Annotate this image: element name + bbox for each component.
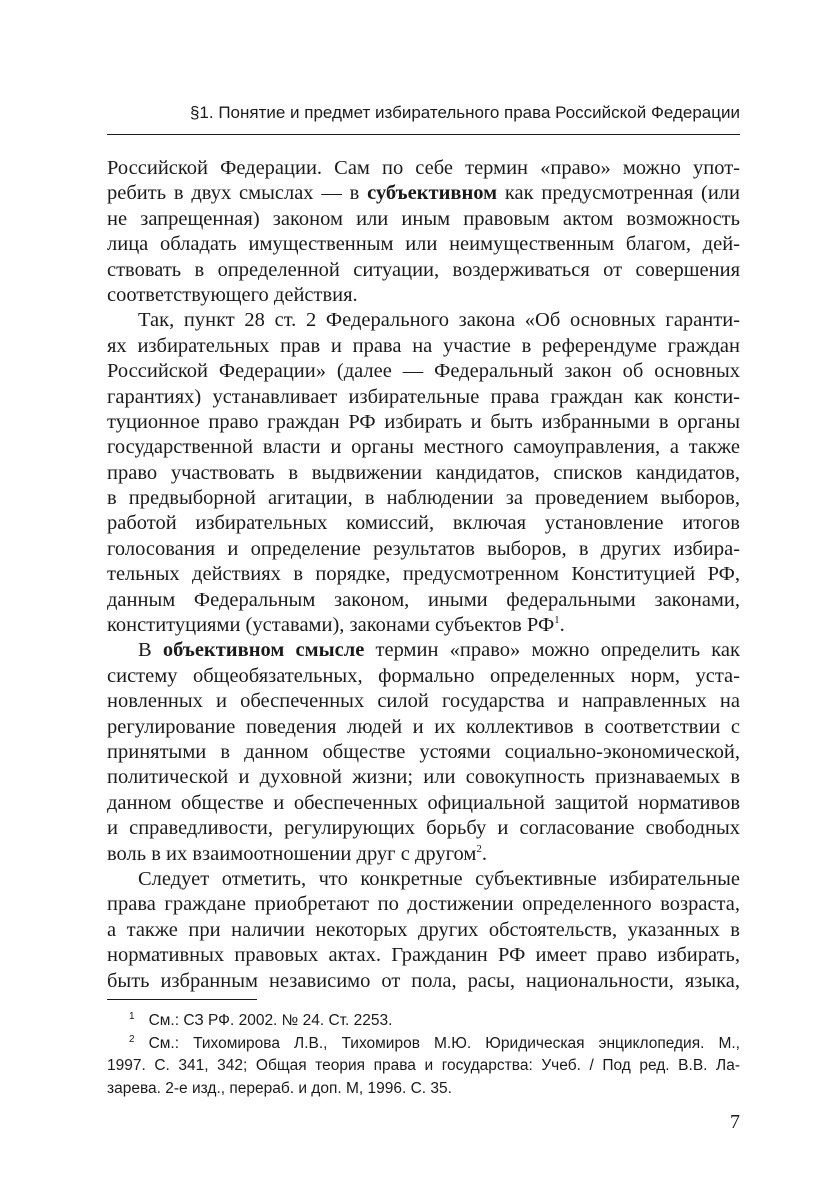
text-run: воль в их взаимоотношении друг с другом (107, 842, 477, 865)
text-line: гарантиях) устанавливает избирательные права граждан как консти- (107, 385, 740, 408)
text-line: политической и духовной жизни; или совокупность признаваемых в (107, 766, 740, 789)
footnote-2-line: зарева. 2-е изд., перераб. и доп. М, 1996. С. 35. (107, 1079, 452, 1097)
text-run: . (559, 614, 565, 637)
text-run: термин «право» можно определить как (375, 639, 740, 662)
text-line: Российской Федерации. Сам по себе термин «право» можно упот- (107, 157, 740, 179)
text-line (107, 613, 740, 638)
text-line: право участвовать в выдвижении кандидатов, списков кандидатов, (107, 461, 740, 484)
footnote-divider (107, 999, 257, 1000)
footnote-text: См.: Тихомирова Л.В., Тихомиров М.Ю. Юридическая энциклопедия. М., (148, 1034, 740, 1052)
paragraph-4 (107, 867, 740, 994)
text-line: данным Федеральным законом, иными федеральными законами, (107, 588, 740, 611)
text-line: не запрещенная) законом или иным правовым актом возможность (107, 207, 740, 230)
text-line: Следует отметить, что конкретные субъективные избирательные (138, 867, 740, 890)
text-line: и справедливости, регулирующих борьбу и согласование свободных (107, 817, 740, 840)
text-line (107, 181, 740, 206)
footnote-ref-1[interactable]: 1 (554, 614, 560, 627)
page-number: 7 (730, 1111, 740, 1133)
text-line: принятыми в данном обществе устоями социально-экономической, (107, 740, 740, 763)
text-line: быть избранным независимо от пола, расы, национальности, языка, (107, 969, 740, 992)
text-run: В (138, 639, 152, 662)
text-line: в предвыборной агитации, в наблюдении за проведением выборов, (107, 487, 740, 510)
text-line: систему общеобязательных, формально определенных норм, уста- (107, 664, 740, 687)
bold-term-subjective: субъективном (367, 182, 498, 205)
text-line: голосования и определение результатов выборов, в других избира- (107, 537, 740, 560)
footnote-1 (107, 1010, 740, 1033)
text-line: тельных действиях в порядке, предусмотренном Конституцией РФ, (107, 563, 740, 586)
paragraph-3 (107, 638, 740, 867)
footnote-ref-2[interactable]: 2 (476, 842, 482, 855)
text-line: соответствующего действия. (107, 283, 358, 306)
text-run: ребить в двух смыслах — в (107, 182, 360, 205)
text-line (107, 638, 740, 663)
text-line: регулирование поведения людей и их коллективов в соответствии с (107, 715, 740, 738)
main-text (107, 156, 740, 994)
header-divider (107, 134, 740, 135)
text-line: Российской Федерации» (далее — Федеральный закон об основных (107, 360, 740, 383)
footnote-text: См.: СЗ РФ. 2002. № 24. Ст. 2253. (148, 1012, 393, 1029)
bold-term-objective: объективном смысле (162, 639, 365, 662)
text-line: а также при наличии некоторых других обстоятельств, указанных в (107, 918, 740, 941)
footnote-2 (107, 1033, 740, 1056)
paragraph-2 (107, 308, 740, 638)
text-line: государственной власти и органы местного самоуправления, а также (107, 436, 740, 459)
text-run: . (481, 842, 487, 865)
running-header: §1. Понятие и предмет избирательного права Российской Федерации (189, 103, 740, 122)
text-line: нормативных правовых актах. Гражданин РФ имеет право избирать, (107, 944, 740, 967)
footnote-2-line: 1997. С. 341, 342; Общая теория права и государства: Учеб. / Под ред. В.В. Ла- (107, 1057, 740, 1074)
text-line: новленных и обеспеченных силой государства и направленных на (107, 690, 740, 713)
text-run: конституциями (уставами), законами субъектов РФ (107, 614, 555, 637)
footnote-number: 1 (129, 1011, 135, 1022)
text-line: Так, пункт 28 ст. 2 Федерального закона «Об основных гаранти- (138, 309, 740, 332)
text-line: лица обладать имущественным или неимущественным благом, дей- (107, 233, 740, 256)
text-line: работой избирательных комиссий, включая установление итогов (107, 512, 740, 535)
paragraph-1 (107, 156, 740, 308)
text-line: ствовать в определенной ситуации, воздерживаться от совершения (107, 258, 740, 281)
footnotes (107, 1010, 740, 1100)
text-run: как предусмотренная (или (504, 182, 741, 205)
text-line: туционное право граждан РФ избирать и быть избранными в органы (107, 410, 740, 433)
footnote-number: 2 (129, 1033, 135, 1045)
text-line (107, 842, 740, 867)
text-line: данном обществе и обеспеченных официальной защитой нормативов (107, 791, 740, 814)
text-line: ях избирательных прав и права на участие в референдуме граждан (107, 334, 740, 357)
text-line: права граждане приобретают по достижении определенного возраста, (107, 893, 740, 916)
